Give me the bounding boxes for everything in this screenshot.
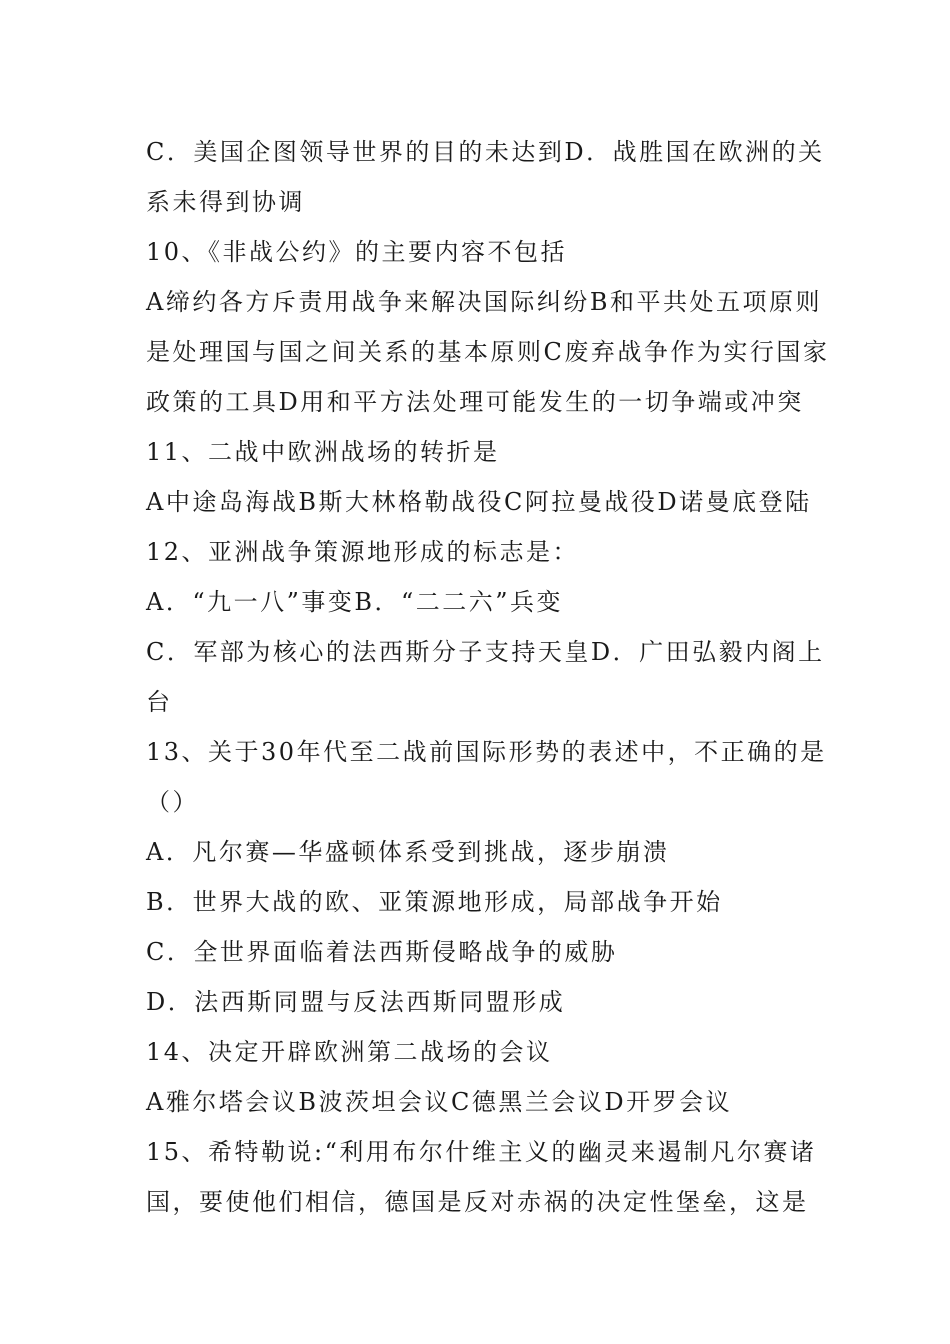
question-12: 12、亚洲战争策源地形成的标志是： (146, 538, 580, 566)
question-15: 15、希特勒说:“利用布尔什维主义的幽灵来遏制凡尔赛诸 (146, 1138, 817, 1166)
text-line: B．世界大战的欧、亚策源地形成，局部战争开始 (146, 888, 723, 916)
question-11: 11、二战中欧洲战场的转折是 (146, 438, 500, 466)
question-10: 10、《非战公约》的主要内容不包括 (146, 238, 568, 266)
text-line: D．法西斯同盟与反法西斯同盟形成 (146, 988, 566, 1016)
text-line: 台 (146, 688, 173, 716)
text-line: 系未得到协调 (146, 188, 305, 216)
text-line: （） (146, 788, 199, 816)
text-line: A缔约各方斥责用战争来解决国际纠纷B和平共处五项原则 (146, 288, 822, 316)
text-line: A中途岛海战B斯大林格勒战役C阿拉曼战役D诺曼底登陆 (146, 488, 812, 516)
question-14: 14、决定开辟欧洲第二战场的会议 (146, 1038, 553, 1066)
text-line: C．军部为核心的法西斯分子支持天皇D．广田弘毅内阁上 (146, 638, 825, 666)
text-line: C．美国企图领导世界的目的未达到D．战胜国在欧洲的关 (146, 138, 825, 166)
text-line: 政策的工具D用和平方法处理可能发生的一切争端或冲突 (146, 388, 804, 416)
question-13: 13、关于30年代至二战前国际形势的表述中，不正确的是 (146, 738, 827, 766)
text-line: A．“九一八”事变B．“二二六”兵变 (146, 588, 564, 616)
text-line: A雅尔塔会议B波茨坦会议C德黑兰会议D开罗会议 (146, 1088, 733, 1116)
text-line: 是处理国与国之间关系的基本原则C废弃战争作为实行国家 (146, 338, 830, 366)
text-line: A．凡尔赛—华盛顿体系受到挑战，逐步崩溃 (146, 838, 670, 866)
text-line: C．全世界面临着法西斯侵略战争的威胁 (146, 938, 618, 966)
text-line: 国，要使他们相信，德国是反对赤祸的决定性堡垒，这是 (146, 1188, 809, 1216)
